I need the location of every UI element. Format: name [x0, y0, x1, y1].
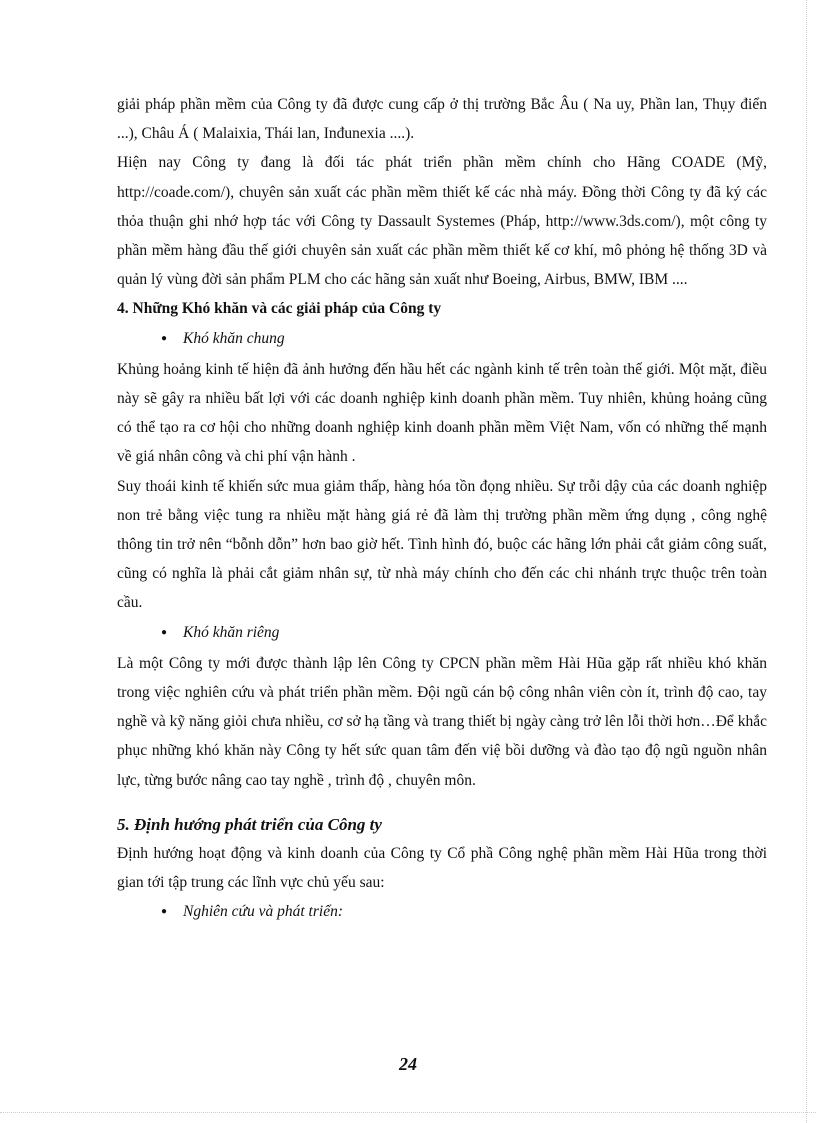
bullet-dot-icon: ● — [160, 626, 167, 638]
page-number: 24 — [399, 1054, 417, 1074]
bullet-label: Nghiên cứu và phát triển: — [183, 903, 343, 921]
bullet-label: Khó khăn riêng — [183, 623, 280, 641]
general-paragraph-1: Khủng hoảng kinh tế hiện đã ảnh hưởng đến hầu hết các ngành kinh tế trên toàn thế giới. Một mặt, điều này sẽ gây ra nhiều bất lợi với các doanh nghiệp kinh doanh phần mềm. Tuy nhiên, khủng hoảng cũng có thể tạo ra cơ hội cho những doanh nghiệp kinh doanh phần mềm Việt Nam, vốn có những thế mạnh về giá nhân công và chi phí vận hành . — [117, 360, 767, 466]
section-5-heading: 5. Định hướng phát triển của Công ty — [117, 814, 382, 834]
bullet-general-difficulties — [117, 324, 767, 355]
page-border-right — [806, 0, 808, 1123]
bullet-dot-icon: ● — [160, 906, 167, 918]
page-border-bottom — [0, 1112, 816, 1114]
bullet-research-development — [117, 897, 767, 928]
section-5-paragraph: Định hướng hoạt động và kinh doanh của Công ty Cổ phầ Công nghệ phần mềm Hài Hũa trong thời gian tới tập trung các lĩnh vực chủ yếu sau: — [117, 844, 767, 892]
intro-paragraph-2: Hiện nay Công ty đang là đối tác phát triển phần mềm chính cho Hãng COADE (Mỹ, http://coade.com/), chuyên sản xuất các phần mềm thiết kế các nhà máy. Đồng thời Công ty đã ký các thỏa thuận ghi nhớ hợp tác với Công ty Dassault Systemes (Pháp, http://www.3ds.com/), một công ty phần mềm hàng đầu thế giới chuyên sản xuất các phần mềm thiết kế cơ khí, mô phỏng hệ thống 3D và quản lý vùng đời sản phẩm PLM cho các hãng sản xuất như Boeing, Airbus, BMW, IBM .... — [117, 154, 767, 289]
bullet-specific-difficulties — [117, 618, 767, 649]
intro-paragraph-1: giải pháp phần mềm của Công ty đã được cung cấp ở thị trường Bắc Âu ( Na uy, Phần lan, Thụy điển ...), Châu Á ( Malaixia, Thái lan, Inđunexia ....). — [117, 96, 767, 143]
specific-paragraph: Là một Công ty mới được thành lập lên Công ty CPCN phần mềm Hài Hũa gặp rất nhiều khó khăn trong việc nghiên cứu và phát triển phần mềm. Đội ngũ cán bộ công nhân viên còn ít, trình độ cao, tay nghề và kỹ năng giỏi chưa nhiều, cơ sở hạ tầng và trang thiết bị ngày càng trở lên lỗi thời hơn…Để khắc phục những khó khăn này Công ty hết sức quan tâm đến việ bồi dưỡng và đào tạo độ ngũ nguồn nhân lực, từng bước nâng cao tay nghề , trình độ , chuyên môn. — [117, 654, 767, 789]
bullet-dot-icon: ● — [160, 332, 167, 344]
document-body — [117, 90, 767, 928]
general-paragraph-2: Suy thoái kinh tế khiến sức mua giảm thấp, hàng hóa tồn đọng nhiều. Sự trỗi dậy của các doanh nghiệp non trẻ bằng việc tung ra nhiều mặt hàng giá rẻ đã làm thị trường phần mềm ứng dụng , công nghệ thông tin trở nên “bỗnh dỗn” hơn bao giờ hết. Tình hình đó, buộc các hãng lớn phải cắt giảm công suất, cũng có nghĩa là phải cắt giảm nhân sự, từ nhà máy chính cho đến các chi nhánh trực thuộc trên toàn cầu. — [117, 477, 767, 612]
section-4-heading: 4. Những Khó khăn và các giải pháp của Công ty — [117, 300, 442, 318]
bullet-label: Khó khăn chung — [183, 329, 285, 347]
